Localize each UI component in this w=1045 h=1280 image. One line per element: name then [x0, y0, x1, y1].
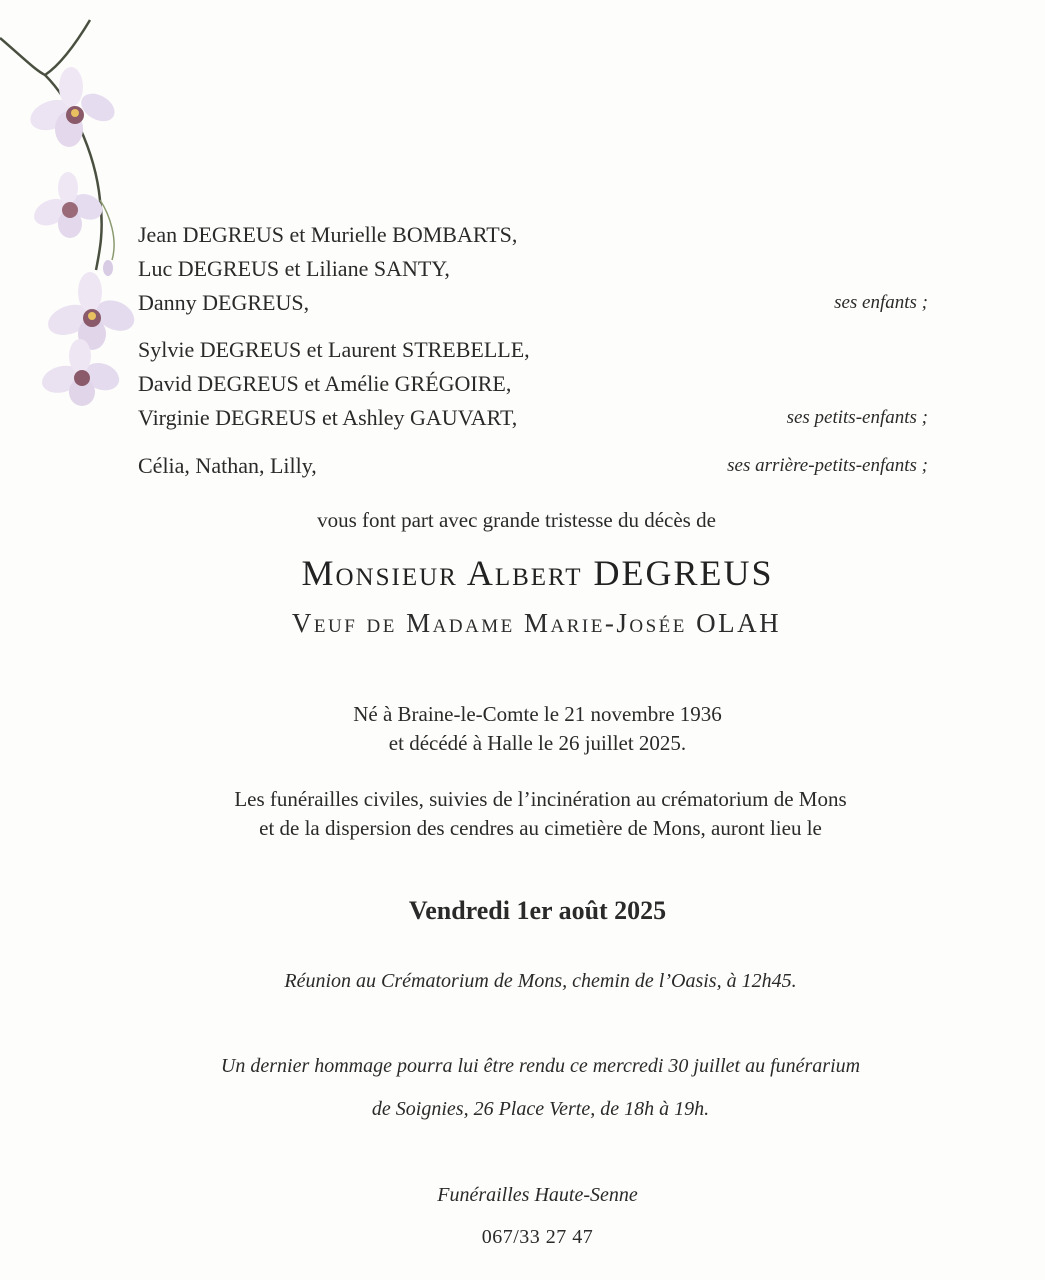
family-name: Virginie DEGREUS et Ashley GAUVART, [138, 405, 518, 430]
relation-label-grandchildren: ses petits-enfants ; [786, 407, 928, 428]
homage-info-line: de Soignies, 26 Place Verte, de 18h à 19h. [371, 1098, 710, 1120]
widow-of: Veuf de Madame Marie-Josée OLAH [291, 608, 782, 638]
orchid-decoration-icon [0, 0, 140, 410]
funeral-date: Vendredi 1er août 2025 [408, 896, 667, 925]
relation-label-great-grandchildren: ses arrière-petits-enfants ; [727, 455, 928, 476]
homage-info-line: Un dernier hommage pourra lui être rendu ce mercredi 30 juillet au funérarium [220, 1055, 861, 1077]
intro-text: vous font part avec grande tristesse du décès de [317, 508, 716, 532]
undertaker-phone: 067/33 27 47 [481, 1226, 594, 1248]
family-name: Jean DEGREUS et Murielle BOMBARTS, [138, 222, 518, 247]
meeting-info: Réunion au Crématorium de Mons, chemin de l’Oasis, à 12h45. [284, 970, 797, 992]
family-name: Luc DEGREUS et Liliane SANTY, [138, 256, 450, 281]
family-name: David DEGREUS et Amélie GRÉGOIRE, [138, 371, 512, 396]
birth-info: Né à Braine-le-Comte le 21 novembre 1936 [353, 702, 722, 726]
funeral-info-line: et de la dispersion des cendres au cimetière de Mons, auront lieu le [259, 816, 822, 840]
undertaker-name: Funérailles Haute-Senne [437, 1184, 638, 1206]
family-name: Sylvie DEGREUS et Laurent STREBELLE, [138, 337, 530, 362]
funeral-info-line: Les funérailles civiles, suivies de l’incinération au crématorium de Mons [234, 787, 847, 811]
death-info: et décédé à Halle le 26 juillet 2025. [388, 731, 687, 755]
relation-label-children: ses enfants ; [834, 292, 928, 313]
deceased-name: Monsieur Albert DEGREUS [301, 553, 774, 593]
family-name: Danny DEGREUS, [138, 290, 310, 315]
family-name: Célia, Nathan, Lilly, [138, 453, 317, 478]
